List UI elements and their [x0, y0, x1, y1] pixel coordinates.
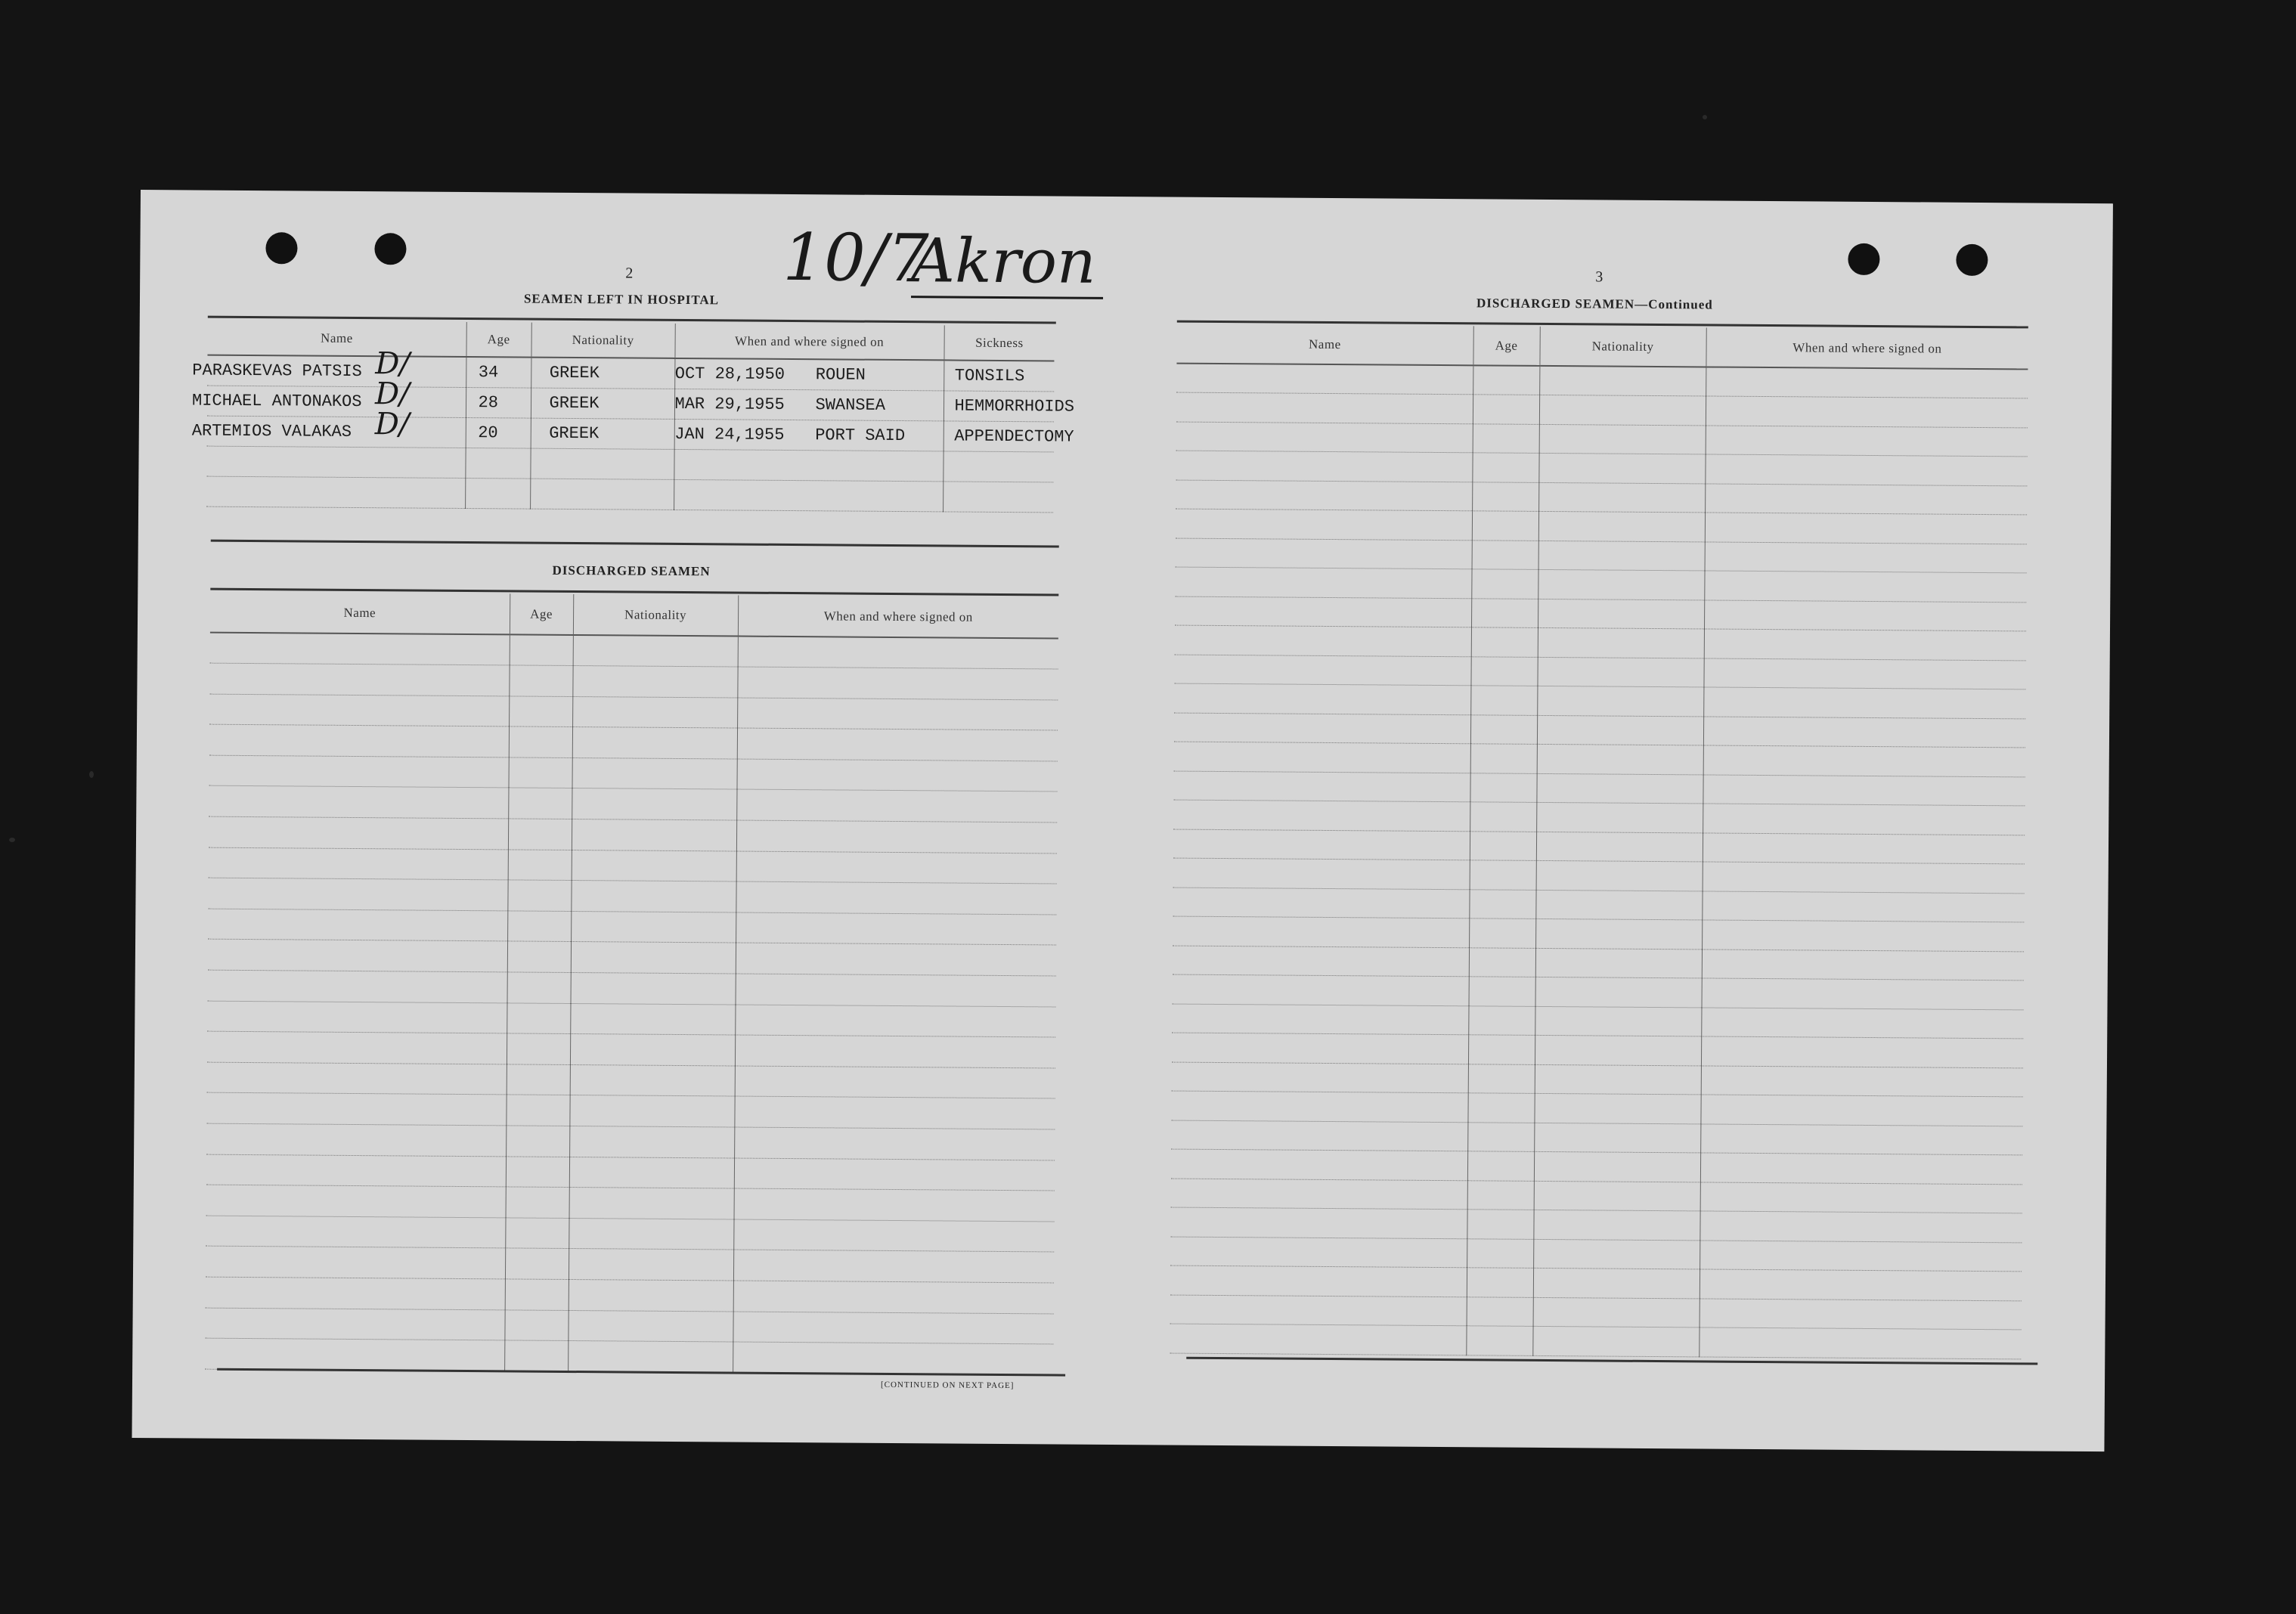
signed-on-date: JAN 24,1955	[674, 424, 785, 445]
col-header-nationality: Nationality	[1539, 327, 1706, 367]
punch-hole	[374, 233, 406, 265]
signed-on-place: PORT SAID	[815, 425, 906, 445]
col-header-signed-on: When and where signed on	[674, 324, 943, 360]
page-number-left: 2	[625, 265, 634, 282]
seaman-nationality: GREEK	[531, 358, 674, 389]
scan-speck	[89, 771, 94, 778]
seaman-sickness: HEMMORRHOIDS	[943, 390, 1054, 421]
col-header-nationality: Nationality	[573, 594, 738, 637]
discharged-continued-title: DISCHARGED SEAMEN—Continued	[1476, 296, 1713, 312]
hospital-bottom-rule	[211, 540, 1059, 548]
handwritten-date: 10/7	[782, 219, 929, 297]
handwritten-word: Akron	[911, 225, 1104, 299]
punch-hole	[1956, 244, 1988, 276]
table-row	[1170, 1324, 2021, 1358]
scan-speck	[1703, 115, 1707, 119]
hospital-section-title: SEAMEN LEFT IN HOSPITAL	[523, 291, 720, 308]
handwritten-mark: D/	[374, 376, 410, 411]
seaman-sickness: TONSILS	[943, 360, 1054, 391]
seaman-nationality: GREEK	[531, 388, 674, 419]
seaman-age: 20	[466, 417, 531, 448]
col-header-nationality: Nationality	[531, 323, 674, 358]
punch-hole	[1848, 243, 1879, 275]
seaman-sickness: APPENDECTOMY	[943, 420, 1054, 451]
col-header-signed-on: When and where signed on	[738, 596, 1058, 639]
seaman-name: PARASKEVAS PATSIS	[192, 361, 362, 381]
col-header-age: Age	[466, 322, 531, 358]
discharged-table-right	[1170, 324, 2028, 1359]
seaman-age: 34	[466, 357, 531, 388]
col-header-signed-on: When and where signed on	[1706, 327, 2028, 369]
col-header-name: Name	[1176, 324, 1473, 366]
handwritten-mark: D/	[374, 406, 410, 441]
col-header-name: Name	[207, 321, 466, 357]
signed-on-place: ROUEN	[815, 364, 866, 385]
hospital-table	[191, 321, 1075, 513]
signed-on-date: MAR 29,1955	[674, 394, 785, 414]
handwritten-mark: D/	[375, 346, 411, 382]
table-row	[207, 416, 1054, 452]
page-number-right: 3	[1595, 268, 1604, 286]
seaman-name: ARTEMIOS VALAKAS	[191, 420, 352, 441]
signed-on-date: OCT 28,1950	[674, 364, 785, 384]
table-row	[206, 476, 1053, 513]
continued-note: [CONTINUED ON NEXT PAGE]	[880, 1380, 1015, 1391]
col-header-name: Name	[210, 592, 510, 635]
signed-on-place: SWANSEA	[815, 395, 886, 415]
discharged-section-title: DISCHARGED SEAMEN	[552, 562, 711, 579]
seaman-nationality: GREEK	[531, 418, 674, 449]
col-header-age: Age	[1473, 326, 1539, 366]
punch-hole	[265, 232, 297, 264]
document-sheet	[132, 190, 2112, 1451]
col-header-sickness: Sickness	[943, 325, 1054, 361]
seaman-name: MICHAEL ANTONAKOS	[191, 390, 362, 411]
discharged-table-left	[205, 592, 1058, 1376]
scan-speck	[9, 838, 15, 842]
seaman-age: 28	[466, 387, 531, 418]
col-header-age: Age	[510, 593, 573, 635]
